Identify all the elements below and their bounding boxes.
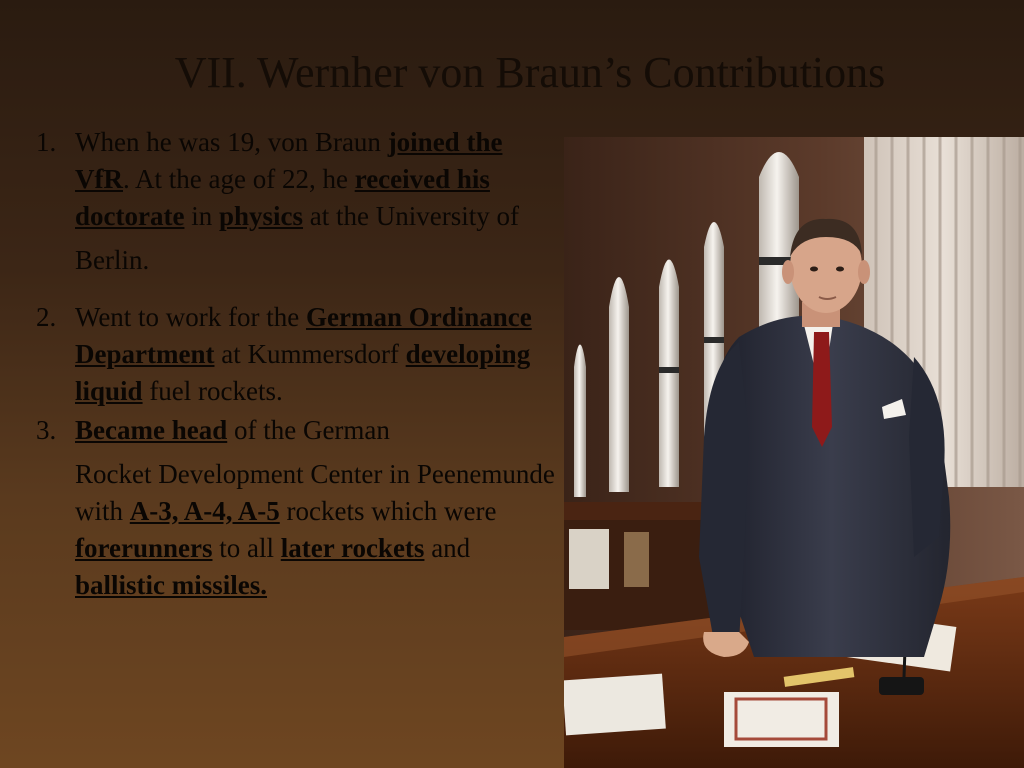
portrait-photo <box>564 137 1024 768</box>
text-run: Went to work for the <box>75 302 307 332</box>
text-run: . At the age of 22, he <box>123 164 355 194</box>
underlined-term: forerunners <box>75 533 213 563</box>
text-run: of the German <box>227 415 390 445</box>
underlined-term: received his doctorate <box>75 164 490 231</box>
underlined-term: later rockets <box>280 533 425 563</box>
underlined-term: Became head <box>75 415 228 445</box>
text-line <box>75 456 556 604</box>
text-run: Berlin. <box>75 245 150 275</box>
bullet-list <box>36 124 556 604</box>
underlined-term: joined the VfR <box>75 127 503 194</box>
text-run: in <box>184 201 219 231</box>
text-run: rockets which were <box>279 496 497 526</box>
text-run: at Kummersdorf <box>214 339 406 369</box>
item-number: 3. <box>36 415 57 445</box>
slide-title: VII. Wernher von Braun’s Contributions <box>174 48 886 97</box>
text-run: fuel rockets. <box>142 376 283 406</box>
text-run: and <box>424 533 471 563</box>
list-item <box>36 412 556 604</box>
list-item <box>36 299 556 410</box>
text-run: When he was 19, von Braun <box>75 127 388 157</box>
item-number: 2. <box>36 302 57 332</box>
text-run: Rocket Development Center in Peenemunde with <box>75 459 555 526</box>
text-run: at the University of <box>303 201 519 231</box>
underlined-term: physics <box>218 201 304 231</box>
underlined-term: ballistic missiles. <box>75 570 268 600</box>
item-number: 1. <box>36 127 57 157</box>
underlined-term: developing liquid <box>75 339 531 406</box>
underlined-term: German Ordinance Department <box>75 302 532 369</box>
underlined-term: A-3, A-4, A-5 <box>129 496 280 526</box>
list-item <box>36 124 556 279</box>
photo-illustration <box>564 137 1024 768</box>
text-run: to all <box>212 533 281 563</box>
